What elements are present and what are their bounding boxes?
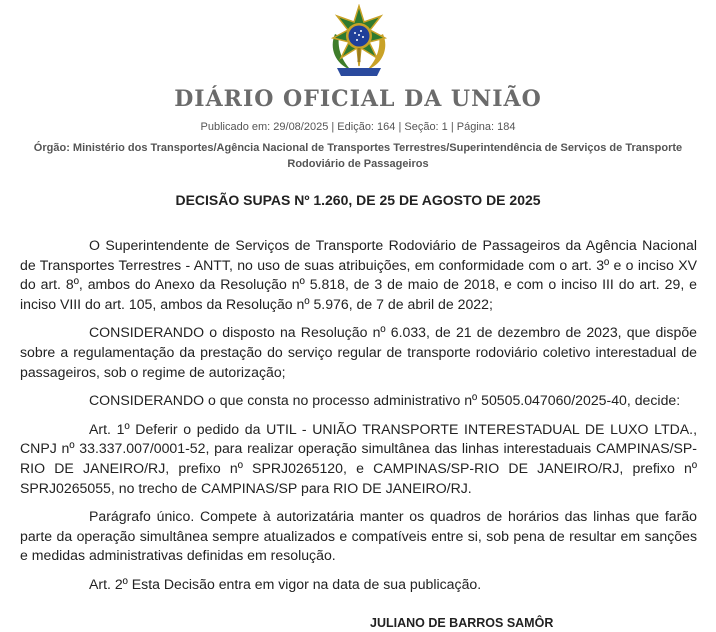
paragraph-preamble: O Superintendente de Serviços de Transporte Rodoviário de Passageiros da Agência Nacional de Transportes Terrestres - ANTT, no uso de suas atribuições, em conformidade com o art. 3º e o inciso XV do art. 8º, ambos do Anexo da Resolução nº 5.818, de 3 de maio de 2018, e com o inciso III do art. 29, e inciso VIII do art. 105, ambos da Resolução nº 5.976, de 7 de abril de 2022; [20, 237, 697, 312]
issuing-body: Órgão: Ministério dos Transportes/Agência Nacional de Transportes Terrestres/Superintendência de Serviços de Transporte Rodoviário de Passageiros [33, 142, 683, 170]
publication-info: Publicado em: 29/08/2025 | Edição: 164 | Seção: 1 | Página: 184 [200, 121, 516, 133]
document-title: DECISÃO SUPAS Nº 1.260, DE 25 DE AGOSTO DE 2025 [175, 192, 541, 208]
masthead-title: DIÁRIO OFICIAL DA UNIÃO [174, 86, 542, 112]
paragraph-article-2: Art. 2º Esta Decisão entra em vigor na data de sua publicação. [89, 575, 482, 592]
paragraph-sole-paragraph: Parágrafo único. Compete à autorizatária manter os quadros de horários das linhas que farão parte da operação simultânea sempre atualizados e compatíveis entre si, sob pena de resultar em sanções e medidas administrativas definidas em resolução. [20, 508, 697, 564]
paragraph-considerando-1: CONSIDERANDO o disposto na Resolução nº 6.033, de 21 de dezembro de 2023, que dispõe sobre a regulamentação da prestação do serviço regular de transporte rodoviário coletivo interestadual de passageiros, sob o regime de autorização; [20, 324, 697, 380]
brazil-coat-of-arms-icon [325, 4, 393, 80]
paragraph-considerando-2: CONSIDERANDO o que consta no processo administrativo nº 50505.047060/2025-40, decide: [89, 392, 681, 409]
signature: JULIANO DE BARROS SAMÔR [370, 616, 554, 630]
paragraph-article-1: Art. 1º Deferir o pedido da UTIL - UNIÃO TRANSPORTE INTERESTADUAL DE LUXO LTDA., CNPJ nº 33.337.007/0001-52, para realizar operação simultânea das linhas interestaduais CAMPINAS/SP-RIO DE JANEIRO/RJ, prefixo nº SPRJ0265120, e CAMPINAS/SP-RIO DE JANEIRO/RJ, prefixo nº SPRJ0265055, no trecho de CAMPINAS/SP para RIO DE JANEIRO/RJ. [20, 420, 697, 496]
document-body [20, 236, 697, 604]
